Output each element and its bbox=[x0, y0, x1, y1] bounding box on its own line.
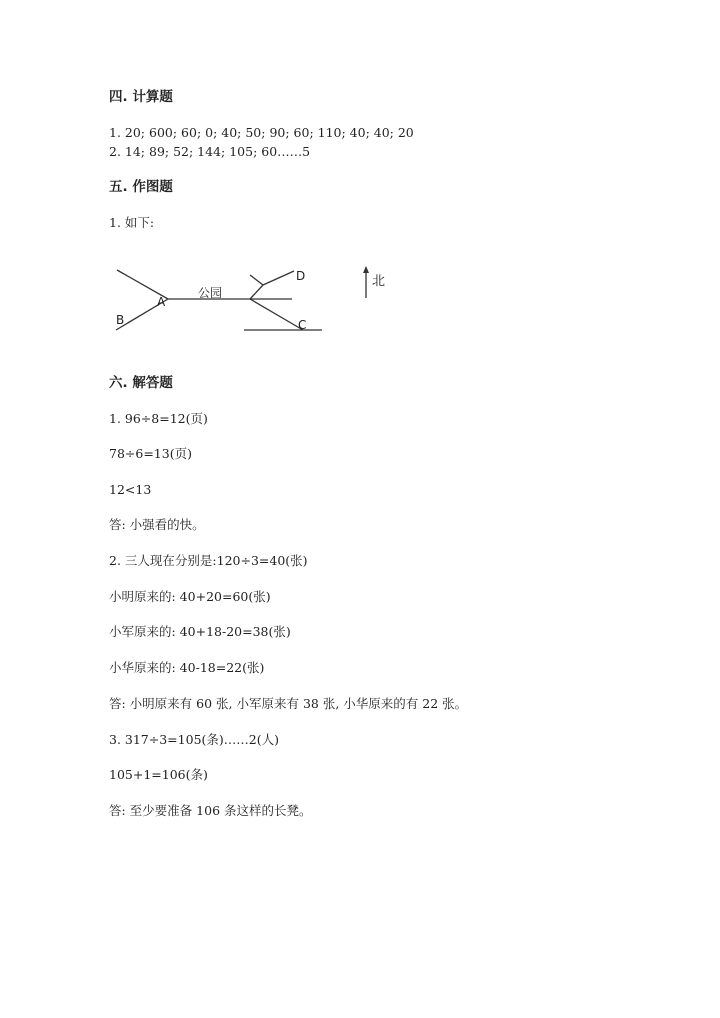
road-d-line bbox=[263, 271, 294, 285]
label-north: 北 bbox=[372, 274, 386, 289]
branch-upper-left-line bbox=[250, 275, 263, 285]
solution-line: 答: 小强看的快。 bbox=[109, 517, 205, 532]
drawing-answer-1: 1. 如下: bbox=[109, 215, 155, 230]
solution-line: 小军原来的: 40+18-20=38(张) bbox=[109, 624, 291, 639]
calc-answer-2: 2. 14; 89; 52; 144; 105; 60……5 bbox=[109, 144, 311, 159]
label-a: A bbox=[157, 295, 166, 309]
solution-line: 1. 96÷8=12(页) bbox=[109, 411, 208, 426]
map-diagram bbox=[100, 255, 400, 345]
solution-line: 2. 三人现在分别是:120÷3=40(张) bbox=[109, 553, 308, 568]
label-c: C bbox=[298, 318, 307, 332]
solution-line: 小明原来的: 40+20=60(张) bbox=[109, 589, 271, 604]
solution-line: 答: 至少要准备 106 条这样的长凳。 bbox=[109, 803, 312, 818]
solution-line: 105+1=106(条) bbox=[109, 767, 208, 782]
road-c-line bbox=[250, 299, 303, 330]
label-park: 公园 bbox=[198, 286, 223, 300]
section-4-heading: 四. 计算题 bbox=[109, 89, 173, 105]
solution-line: 答: 小明原来有 60 张, 小军原来有 38 张, 小华原来的有 22 张。 bbox=[109, 696, 468, 711]
label-d: D bbox=[296, 269, 306, 283]
north-arrow-icon bbox=[363, 266, 369, 273]
section-5-heading: 五. 作图题 bbox=[109, 179, 173, 195]
solution-line: 小华原来的: 40-18=22(张) bbox=[109, 660, 265, 675]
section-6-heading: 六. 解答题 bbox=[109, 375, 173, 391]
solution-line: 78÷6=13(页) bbox=[109, 446, 192, 461]
solution-line: 12<13 bbox=[109, 482, 152, 497]
calc-answer-1: 1. 20; 600; 60; 0; 40; 50; 90; 60; 110; 40; 40; 20 bbox=[109, 125, 414, 140]
solution-line: 3. 317÷3=105(条)……2(人) bbox=[109, 732, 279, 747]
label-b: B bbox=[116, 313, 125, 327]
branch-up-line bbox=[250, 285, 263, 299]
